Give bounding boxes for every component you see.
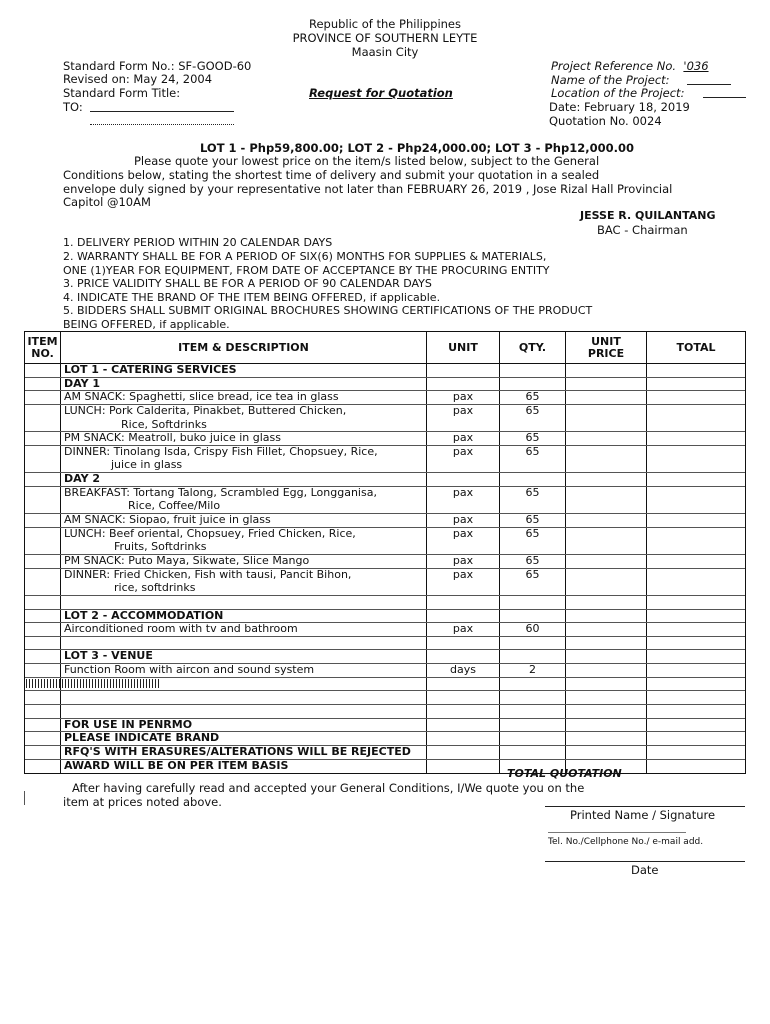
item-no-cell bbox=[25, 459, 61, 472]
total-cell bbox=[647, 678, 745, 691]
unit-price-cell bbox=[566, 364, 647, 377]
table-row bbox=[25, 541, 745, 555]
unit-cell bbox=[427, 500, 500, 513]
item-description-cell: LUNCH: Pork Calderita, Pinakbet, Buttered Chicken, bbox=[61, 405, 427, 419]
unit-cell: pax bbox=[427, 432, 500, 445]
item-description-cell bbox=[61, 637, 427, 650]
qty-cell bbox=[500, 596, 566, 609]
qty-cell: 65 bbox=[500, 528, 566, 542]
item-description-cell: LOT 2 - ACCOMMODATION bbox=[61, 610, 427, 623]
qty-cell: 65 bbox=[500, 446, 566, 460]
total-cell bbox=[647, 719, 745, 732]
project-reference: Project Reference No. '036 bbox=[551, 59, 709, 73]
total-cell bbox=[647, 610, 745, 623]
table-row bbox=[25, 555, 745, 569]
unit-price-cell bbox=[566, 391, 647, 404]
total-cell bbox=[647, 623, 745, 636]
condition-item: 3. PRICE VALIDITY SHALL BE FOR A PERIOD OF 90 CALENDAR DAYS bbox=[63, 277, 432, 290]
project-name-line bbox=[687, 84, 731, 85]
lots-summary: LOT 1 - Php59,800.00; LOT 2 - Php24,000.00; LOT 3 - Php12,000.00 bbox=[200, 141, 634, 155]
table-row bbox=[25, 610, 745, 624]
item-no-cell bbox=[25, 432, 61, 445]
item-description-cell bbox=[61, 596, 427, 609]
table-row bbox=[25, 746, 745, 760]
unit-cell: pax bbox=[427, 569, 500, 583]
item-description-cell: Rice, Softdrinks bbox=[61, 419, 427, 432]
unit-cell bbox=[427, 746, 500, 759]
unit-cell bbox=[427, 378, 500, 391]
item-no-cell bbox=[25, 732, 61, 745]
unit-price-cell bbox=[566, 610, 647, 623]
table-row bbox=[25, 678, 745, 692]
unit-cell bbox=[427, 473, 500, 486]
closing-line: item at prices noted above. bbox=[63, 795, 222, 809]
item-no-cell bbox=[25, 487, 61, 501]
item-description-cell: FOR USE IN PENRMO bbox=[61, 719, 427, 732]
table-row bbox=[25, 487, 745, 501]
total-cell bbox=[647, 405, 745, 419]
signatory-position: BAC - Chairman bbox=[597, 223, 688, 237]
total-cell bbox=[647, 473, 745, 486]
unit-cell bbox=[427, 732, 500, 745]
unit-cell bbox=[427, 582, 500, 595]
qty-cell: 60 bbox=[500, 623, 566, 636]
condition-item: ONE (1)YEAR FOR EQUIPMENT, FROM DATE OF ACCEPTANCE BY THE PROCURING ENTITY bbox=[63, 264, 550, 277]
total-cell bbox=[647, 746, 745, 759]
unit-cell bbox=[427, 541, 500, 554]
to-line-1 bbox=[90, 111, 234, 112]
header-unit: UNIT bbox=[427, 332, 500, 363]
table-row bbox=[25, 473, 745, 487]
to-label: TO: bbox=[63, 100, 83, 114]
rfq-date: Date: February 18, 2019 bbox=[549, 100, 690, 114]
table-row bbox=[25, 364, 745, 378]
unit-price-cell bbox=[566, 678, 647, 691]
tel-label: Tel. No./Cellphone No./ e-mail add. bbox=[548, 837, 704, 847]
unit-cell: pax bbox=[427, 555, 500, 568]
date-label: Date bbox=[631, 863, 659, 877]
qty-cell: 65 bbox=[500, 405, 566, 419]
unit-cell: pax bbox=[427, 623, 500, 636]
project-location-label: Location of the Project: bbox=[551, 86, 685, 100]
unit-price-cell bbox=[566, 473, 647, 486]
item-description-cell bbox=[61, 691, 427, 704]
table-row bbox=[25, 419, 745, 433]
item-no-cell bbox=[25, 610, 61, 623]
unit-cell bbox=[427, 719, 500, 732]
item-no-cell bbox=[25, 528, 61, 542]
total-cell bbox=[647, 378, 745, 391]
item-description-cell: Rice, Coffee/Milo bbox=[61, 500, 427, 513]
unit-price-cell bbox=[566, 487, 647, 501]
qty-cell bbox=[500, 582, 566, 595]
header-description: ITEM & DESCRIPTION bbox=[61, 332, 427, 363]
table-row bbox=[25, 391, 745, 405]
qty-cell bbox=[500, 378, 566, 391]
total-cell bbox=[647, 500, 745, 513]
item-description-cell: AM SNACK: Spaghetti, slice bread, ice tea in glass bbox=[61, 391, 427, 404]
table-row bbox=[25, 705, 745, 719]
unit-price-cell bbox=[566, 637, 647, 650]
unit-price-cell bbox=[566, 569, 647, 583]
total-cell bbox=[647, 555, 745, 568]
unit-price-cell bbox=[566, 555, 647, 568]
table-row bbox=[25, 719, 745, 733]
unit-price-cell bbox=[566, 582, 647, 595]
unit-cell bbox=[427, 610, 500, 623]
item-no-cell bbox=[25, 678, 61, 691]
unit-cell bbox=[427, 637, 500, 650]
unit-cell: days bbox=[427, 664, 500, 677]
qty-cell bbox=[500, 678, 566, 691]
qty-cell bbox=[500, 610, 566, 623]
qty-cell bbox=[500, 746, 566, 759]
qty-cell bbox=[500, 500, 566, 513]
unit-price-cell bbox=[566, 691, 647, 704]
qty-cell bbox=[500, 705, 566, 718]
item-no-cell bbox=[25, 500, 61, 513]
table-row bbox=[25, 664, 745, 678]
qty-cell: 65 bbox=[500, 432, 566, 445]
unit-price-cell bbox=[566, 514, 647, 527]
total-cell bbox=[647, 528, 745, 542]
unit-price-cell bbox=[566, 541, 647, 554]
unit-cell bbox=[427, 705, 500, 718]
unit-price-cell bbox=[566, 596, 647, 609]
unit-price-cell bbox=[566, 719, 647, 732]
total-quotation-label: TOTAL QUOTATION bbox=[507, 767, 622, 780]
item-no-cell bbox=[25, 760, 61, 774]
item-no-cell bbox=[25, 446, 61, 460]
item-no-cell bbox=[25, 569, 61, 583]
total-cell bbox=[647, 487, 745, 501]
redaction-mark bbox=[26, 679, 160, 688]
unit-cell: pax bbox=[427, 487, 500, 501]
total-cell bbox=[647, 582, 745, 595]
unit-price-cell bbox=[566, 500, 647, 513]
item-description-cell bbox=[61, 705, 427, 718]
qty-cell bbox=[500, 419, 566, 432]
unit-cell bbox=[427, 760, 500, 774]
unit-price-cell bbox=[566, 732, 647, 745]
table-row bbox=[25, 623, 745, 637]
qty-cell bbox=[500, 541, 566, 554]
total-cell bbox=[647, 446, 745, 460]
condition-item: 1. DELIVERY PERIOD WITHIN 20 CALENDAR DAYS bbox=[63, 236, 333, 249]
item-description-cell: AWARD WILL BE ON PER ITEM BASIS bbox=[61, 760, 427, 774]
table-row bbox=[25, 514, 745, 528]
unit-cell: pax bbox=[427, 446, 500, 460]
total-cell bbox=[647, 637, 745, 650]
form-title-label: Standard Form Title: bbox=[63, 86, 181, 100]
total-cell bbox=[647, 650, 745, 663]
qty-cell bbox=[500, 650, 566, 663]
unit-price-cell bbox=[566, 459, 647, 472]
item-description-cell: Fruits, Softdrinks bbox=[61, 541, 427, 554]
item-no-cell bbox=[25, 719, 61, 732]
item-description-cell: juice in glass bbox=[61, 459, 427, 472]
table-row bbox=[25, 432, 745, 446]
item-description-cell: rice, softdrinks bbox=[61, 582, 427, 595]
table-row bbox=[25, 760, 745, 774]
qty-cell bbox=[500, 364, 566, 377]
item-description-cell: Airconditioned room with tv and bathroom bbox=[61, 623, 427, 636]
table-row bbox=[25, 459, 745, 473]
item-no-cell bbox=[25, 514, 61, 527]
item-description-cell: DAY 1 bbox=[61, 378, 427, 391]
tel-line bbox=[548, 832, 686, 833]
table-row bbox=[25, 596, 745, 610]
item-no-cell bbox=[25, 391, 61, 404]
unit-price-cell bbox=[566, 623, 647, 636]
condition-item: 4. INDICATE THE BRAND OF THE ITEM BEING OFFERED, if applicable. bbox=[63, 291, 441, 304]
item-description-cell: PLEASE INDICATE BRAND bbox=[61, 732, 427, 745]
republic-line: Republic of the Philippines bbox=[308, 17, 462, 31]
items-table bbox=[24, 331, 746, 774]
province-line: PROVINCE OF SOUTHERN LEYTE bbox=[292, 31, 478, 45]
unit-cell: pax bbox=[427, 405, 500, 419]
unit-cell: pax bbox=[427, 514, 500, 527]
qty-cell: 65 bbox=[500, 555, 566, 568]
header-unit-price: UNIT PRICE bbox=[566, 332, 647, 363]
item-description-cell: AM SNACK: Siopao, fruit juice in glass bbox=[61, 514, 427, 527]
item-no-cell bbox=[25, 637, 61, 650]
item-description-cell: DINNER: Fried Chicken, Fish with tausi, Pancit Bihon, bbox=[61, 569, 427, 583]
form-title: Request for Quotation bbox=[309, 86, 453, 100]
item-no-cell bbox=[25, 596, 61, 609]
signatory-name: JESSE R. QUILANTANG bbox=[580, 209, 716, 222]
unit-price-cell bbox=[566, 664, 647, 677]
total-cell bbox=[647, 596, 745, 609]
instruction-line: Conditions below, stating the shortest time of delivery and submit your quotation in a sealed bbox=[63, 168, 600, 182]
header-item-no: ITEM NO. bbox=[25, 332, 61, 363]
total-cell bbox=[647, 664, 745, 677]
project-name-label: Name of the Project: bbox=[551, 73, 670, 87]
condition-item: 5. BIDDERS SHALL SUBMIT ORIGINAL BROCHURES SHOWING CERTIFICATIONS OF THE PRODUCT bbox=[63, 304, 593, 317]
total-cell bbox=[647, 760, 745, 774]
qty-cell bbox=[500, 637, 566, 650]
to-line-2 bbox=[90, 124, 234, 125]
table-row bbox=[25, 637, 745, 651]
unit-price-cell bbox=[566, 378, 647, 391]
header-total: TOTAL bbox=[676, 340, 716, 354]
form-number: Standard Form No.: SF-GOOD-60 bbox=[63, 59, 252, 73]
table-header bbox=[25, 332, 745, 364]
total-cell bbox=[647, 432, 745, 445]
table-row bbox=[25, 732, 745, 746]
qty-cell bbox=[500, 459, 566, 472]
total-cell bbox=[647, 569, 745, 583]
unit-price-cell bbox=[566, 746, 647, 759]
qty-cell bbox=[500, 691, 566, 704]
total-cell bbox=[647, 419, 745, 432]
item-no-cell bbox=[25, 705, 61, 718]
unit-price-cell bbox=[566, 705, 647, 718]
unit-price-cell bbox=[566, 419, 647, 432]
unit-price-cell bbox=[566, 405, 647, 419]
total-cell bbox=[647, 391, 745, 404]
table-row bbox=[25, 650, 745, 664]
item-description-cell: DAY 2 bbox=[61, 473, 427, 486]
total-cell bbox=[647, 732, 745, 745]
instruction-line: Capitol @10AM bbox=[63, 195, 151, 209]
qty-cell bbox=[500, 473, 566, 486]
item-description-cell: LOT 3 - VENUE bbox=[61, 650, 427, 663]
city-line: Maasin City bbox=[351, 45, 419, 59]
table-row bbox=[25, 405, 745, 419]
closing-line: After having carefully read and accepted your General Conditions, I/We quote you on the bbox=[72, 781, 585, 795]
total-cell bbox=[647, 541, 745, 554]
item-no-cell bbox=[25, 623, 61, 636]
unit-price-cell bbox=[566, 446, 647, 460]
qty-cell: 65 bbox=[500, 569, 566, 583]
item-description-cell: DINNER: Tinolang Isda, Crispy Fish Fillet, Chopsuey, Rice, bbox=[61, 446, 427, 460]
printed-name-label: Printed Name / Signature bbox=[570, 808, 716, 822]
qty-cell: 65 bbox=[500, 487, 566, 501]
item-description-cell: PM SNACK: Meatroll, buko juice in glass bbox=[61, 432, 427, 445]
item-description-cell: PM SNACK: Puto Maya, Sikwate, Slice Mango bbox=[61, 555, 427, 568]
item-no-cell bbox=[25, 582, 61, 595]
item-no-cell bbox=[25, 378, 61, 391]
qty-cell bbox=[500, 719, 566, 732]
unit-price-cell bbox=[566, 432, 647, 445]
table-row bbox=[25, 528, 745, 542]
unit-cell bbox=[427, 419, 500, 432]
instruction-line: envelope duly signed by your representative not later than FEBRUARY 26, 2019 , Jose Rizal Hall Provincial bbox=[63, 182, 673, 196]
table-row bbox=[25, 500, 745, 514]
table-row bbox=[25, 691, 745, 705]
unit-cell bbox=[427, 678, 500, 691]
item-no-cell bbox=[25, 664, 61, 677]
unit-cell: pax bbox=[427, 528, 500, 542]
item-no-cell bbox=[25, 555, 61, 568]
margin-mark bbox=[24, 791, 25, 805]
total-cell bbox=[647, 705, 745, 718]
qty-cell: 65 bbox=[500, 514, 566, 527]
total-cell bbox=[647, 364, 745, 377]
item-no-cell bbox=[25, 650, 61, 663]
item-no-cell bbox=[25, 691, 61, 704]
item-no-cell bbox=[25, 473, 61, 486]
unit-cell: pax bbox=[427, 391, 500, 404]
unit-price-cell bbox=[566, 528, 647, 542]
item-no-cell bbox=[25, 405, 61, 419]
item-description-cell: BREAKFAST: Tortang Talong, Scrambled Egg, Longganisa, bbox=[61, 487, 427, 501]
table-body bbox=[25, 364, 745, 773]
unit-cell bbox=[427, 691, 500, 704]
item-no-cell bbox=[25, 419, 61, 432]
unit-cell bbox=[427, 364, 500, 377]
item-description-cell: RFQ'S WITH ERASURES/ALTERATIONS WILL BE REJECTED bbox=[61, 746, 427, 759]
table-row bbox=[25, 569, 745, 583]
qty-cell: 65 bbox=[500, 391, 566, 404]
table-row bbox=[25, 582, 745, 596]
item-description-cell: Function Room with aircon and sound system bbox=[61, 664, 427, 677]
total-cell bbox=[647, 691, 745, 704]
item-no-cell bbox=[25, 364, 61, 377]
total-cell bbox=[647, 514, 745, 527]
total-cell bbox=[647, 459, 745, 472]
table-row bbox=[25, 378, 745, 392]
table-row bbox=[25, 446, 745, 460]
signature-line bbox=[545, 806, 745, 807]
condition-item: BEING OFFERED, if applicable. bbox=[63, 318, 230, 331]
unit-price-cell bbox=[566, 650, 647, 663]
item-description-cell: LOT 1 - CATERING SERVICES bbox=[61, 364, 427, 377]
unit-cell bbox=[427, 650, 500, 663]
header-qty: QTY. bbox=[500, 332, 566, 363]
unit-cell bbox=[427, 596, 500, 609]
item-no-cell bbox=[25, 746, 61, 759]
quotation-number: Quotation No. 0024 bbox=[549, 114, 662, 128]
item-description-cell: LUNCH: Beef oriental, Chopsuey, Fried Chicken, Rice, bbox=[61, 528, 427, 542]
date-line bbox=[545, 861, 745, 862]
unit-cell bbox=[427, 459, 500, 472]
item-no-cell bbox=[25, 541, 61, 554]
condition-item: 2. WARRANTY SHALL BE FOR A PERIOD OF SIX(6) MONTHS FOR SUPPLIES & MATERIALS, bbox=[63, 250, 547, 263]
project-location-line bbox=[703, 97, 746, 98]
revised-date: Revised on: May 24, 2004 bbox=[63, 72, 213, 86]
qty-cell bbox=[500, 732, 566, 745]
instruction-line: Please quote your lowest price on the item/s listed below, subject to the General bbox=[134, 154, 600, 168]
qty-cell: 2 bbox=[500, 664, 566, 677]
